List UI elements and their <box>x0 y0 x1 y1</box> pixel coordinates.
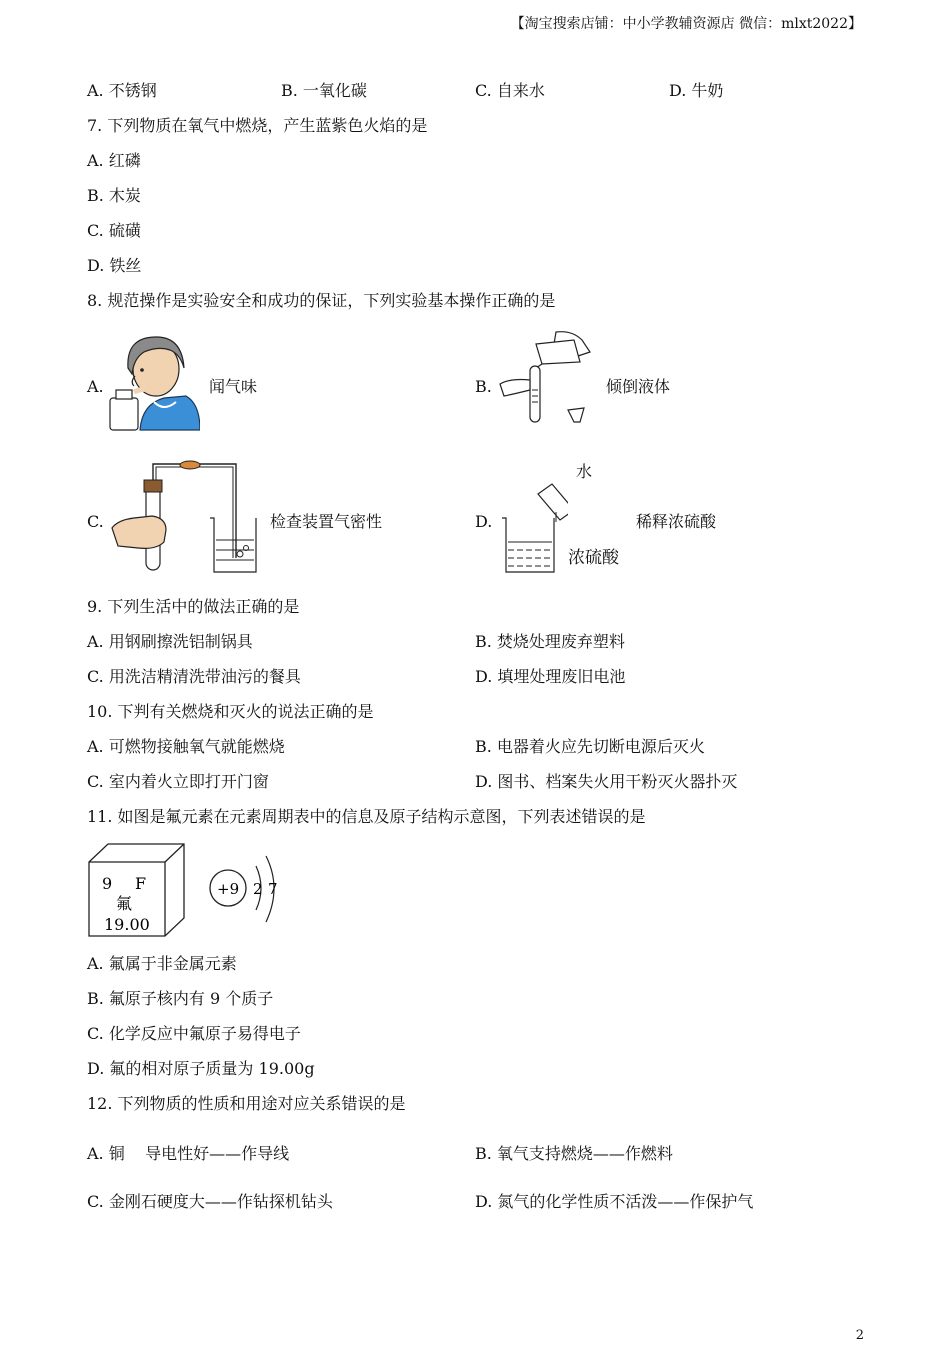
q11-stem: 11. 如图是氟元素在元素周期表中的信息及原子结构示意图，下列表述错误的是 <box>87 807 646 826</box>
atomic-structure-diagram <box>206 852 286 928</box>
nucleus-charge: +9 <box>217 880 240 898</box>
q10-option-a: A. 可燃物接触氧气就能燃烧 <box>87 737 285 756</box>
q8-acid-label: 浓硫酸 <box>568 548 619 568</box>
cell-symbol: F <box>135 874 147 893</box>
q8-option-a-caption: 闻气味 <box>209 377 258 396</box>
page-number: 2 <box>855 1328 864 1343</box>
q7-option-c: C. 硫磺 <box>87 221 141 240</box>
q12-option-c: C. 金刚石硬度大——作钻探机钻头 <box>87 1192 333 1211</box>
q11-option-b: B. 氟原子核内有 9 个质子 <box>87 989 274 1008</box>
q7-stem: 7. 下列物质在氧气中燃烧，产生蓝紫色火焰的是 <box>87 116 428 135</box>
q12-stem: 12. 下列物质的性质和用途对应关系错误的是 <box>87 1094 406 1113</box>
cell-atomic-number: 9 <box>102 874 113 893</box>
page-header: 【淘宝搜索店铺：中小学教辅资源店 微信：mlxt2022】 <box>510 16 862 32</box>
q9-option-b: B. 焚烧处理废弃塑料 <box>475 632 625 651</box>
q10-option-d: D. 图书、档案失火用干粉灭火器扑灭 <box>475 772 738 791</box>
q9-option-d: D. 填埋处理废旧电池 <box>475 667 626 686</box>
cell-name: 氟 <box>116 894 133 913</box>
q12-option-b: B. 氧气支持燃烧——作燃料 <box>475 1144 673 1163</box>
dilution-illustration <box>498 464 568 576</box>
q12-option-d: D. 氮气的化学性质不活泼——作保护气 <box>475 1192 754 1211</box>
q8-stem: 8. 规范操作是实验安全和成功的保证，下列实验基本操作正确的是 <box>87 291 556 310</box>
q6-option-d: D. 牛奶 <box>669 81 724 100</box>
cell-mass: 19.00 <box>104 915 150 934</box>
airtightness-illustration <box>108 458 264 576</box>
q8-water-label: 水 <box>576 462 593 481</box>
q7-option-a: A. 红磷 <box>87 151 141 170</box>
q8-option-d-caption: 稀释浓硫酸 <box>636 512 717 531</box>
q6-option-a: A. 不锈钢 <box>87 81 157 100</box>
periodic-table-cell <box>88 842 186 938</box>
q8-option-c-caption: 检查装置气密性 <box>270 512 383 531</box>
shell-2-electrons: 7 <box>268 880 278 898</box>
q8-option-a-letter: A. <box>87 377 104 396</box>
smelling-illustration <box>104 332 200 432</box>
pouring-illustration <box>496 330 596 430</box>
q11-option-c: C. 化学反应中氟原子易得电子 <box>87 1024 301 1043</box>
shell-1-electrons: 2 <box>253 880 263 898</box>
q9-stem: 9. 下列生活中的做法正确的是 <box>87 597 300 616</box>
q8-option-d-letter: D. <box>475 512 493 531</box>
q8-option-c-letter: C. <box>87 512 104 531</box>
q7-option-b: B. 木炭 <box>87 186 141 205</box>
q8-option-b-caption: 倾倒液体 <box>606 377 671 396</box>
q9-option-c: C. 用洗洁精清洗带油污的餐具 <box>87 667 301 686</box>
q9-option-a: A. 用钢刷擦洗铝制锅具 <box>87 632 253 651</box>
q12-option-a: A. 铜 导电性好——作导线 <box>87 1144 290 1163</box>
q7-option-d: D. 铁丝 <box>87 256 142 275</box>
q11-option-d: D. 氟的相对原子质量为 19.00g <box>87 1059 315 1078</box>
q10-option-c: C. 室内着火立即打开门窗 <box>87 772 269 791</box>
q6-option-b: B. 一氧化碳 <box>281 81 367 100</box>
q10-option-b: B. 电器着火应先切断电源后灭火 <box>475 737 705 756</box>
q8-option-b-letter: B. <box>475 377 492 396</box>
q6-option-c: C. 自来水 <box>475 81 545 100</box>
q11-option-a: A. 氟属于非金属元素 <box>87 954 237 973</box>
q10-stem: 10. 下判有关燃烧和灭火的说法正确的是 <box>87 702 374 721</box>
